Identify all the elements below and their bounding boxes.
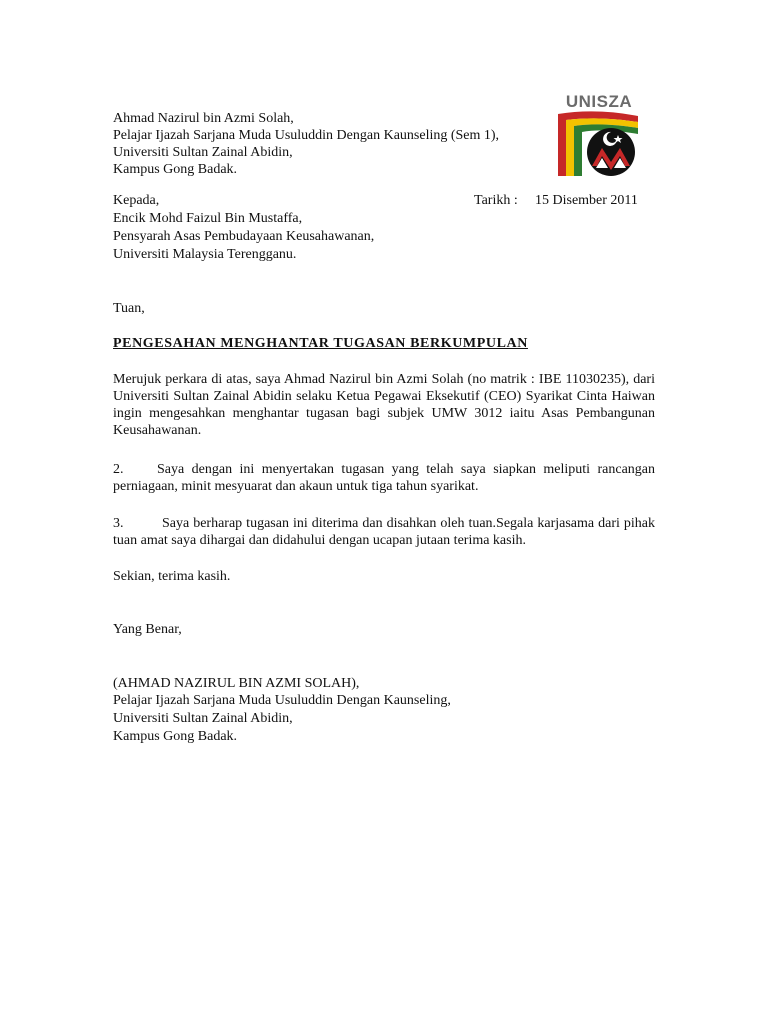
sign-off: Yang Benar,: [113, 622, 182, 637]
sender-campus: Kampus Gong Badak.: [113, 162, 238, 177]
logo-emblem-icon: [556, 110, 642, 178]
paragraph-2-text: Saya dengan ini menyertakan tugasan yang telah saya siapkan meliputi rancangan perniagaan, minit mesyuarat dan akaun untuk tiga tahun syarikat.: [113, 462, 655, 494]
recipient-university: Universiti Malaysia Terengganu.: [113, 247, 297, 262]
body-paragraph-1: Merujuk perkara di atas, saya Ahmad Nazirul bin Azmi Solah (no matrik : IBE 11030235), dari Universiti Sultan Zainal Abidin selaku Ketua Pegawai Eksekutif (CEO) Syarikat Cinta Haiwan ingin mengesahkan menghantar tugasan bagi subjek UMW 3012 iaitu Asas Pembangunan Keusahawanan.: [113, 372, 655, 438]
letter-subject: PENGESAHAN MENGHANTAR TUGASAN BERKUMPULAN: [113, 336, 528, 351]
salutation: Tuan,: [113, 301, 145, 316]
logo-text: UNISZA: [565, 92, 633, 111]
sender-name: Ahmad Nazirul bin Azmi Solah,: [113, 111, 294, 126]
recipient-name: Encik Mohd Faizul Bin Mustaffa,: [113, 211, 303, 226]
paragraph-3-number: 3.: [113, 516, 124, 531]
sender-university: Universiti Sultan Zainal Abidin,: [113, 145, 293, 160]
paragraph-2-number: 2.: [113, 462, 124, 477]
closing: Sekian, terima kasih.: [113, 569, 231, 584]
unisza-logo: [556, 92, 642, 178]
recipient-title: Pensyarah Asas Pembudayaan Keusahawanan,: [113, 229, 375, 244]
body-paragraph-2: [113, 461, 655, 495]
paragraph-3-text: Saya berharap tugasan ini diterima dan disahkan oleh tuan.Segala karjasama dari pihak tuan amat saya dihargai dan didahului dengan ucapan jutaan terima kasih.: [113, 516, 655, 548]
signature-name: (AHMAD NAZIRUL BIN AZMI SOLAH),: [113, 676, 360, 691]
signature-university: Universiti Sultan Zainal Abidin,: [113, 711, 293, 726]
body-paragraph-3: [113, 515, 655, 549]
sender-title: Pelajar Ijazah Sarjana Muda Usuluddin Dengan Kaunseling (Sem 1),: [113, 128, 500, 143]
signature-title: Pelajar Ijazah Sarjana Muda Usuluddin Dengan Kaunseling,: [113, 693, 451, 708]
recipient-to: Kepada,: [113, 193, 160, 208]
date-value: 15 Disember 2011: [535, 193, 638, 208]
date-label: Tarikh :: [474, 193, 518, 208]
signature-campus: Kampus Gong Badak.: [113, 729, 238, 744]
